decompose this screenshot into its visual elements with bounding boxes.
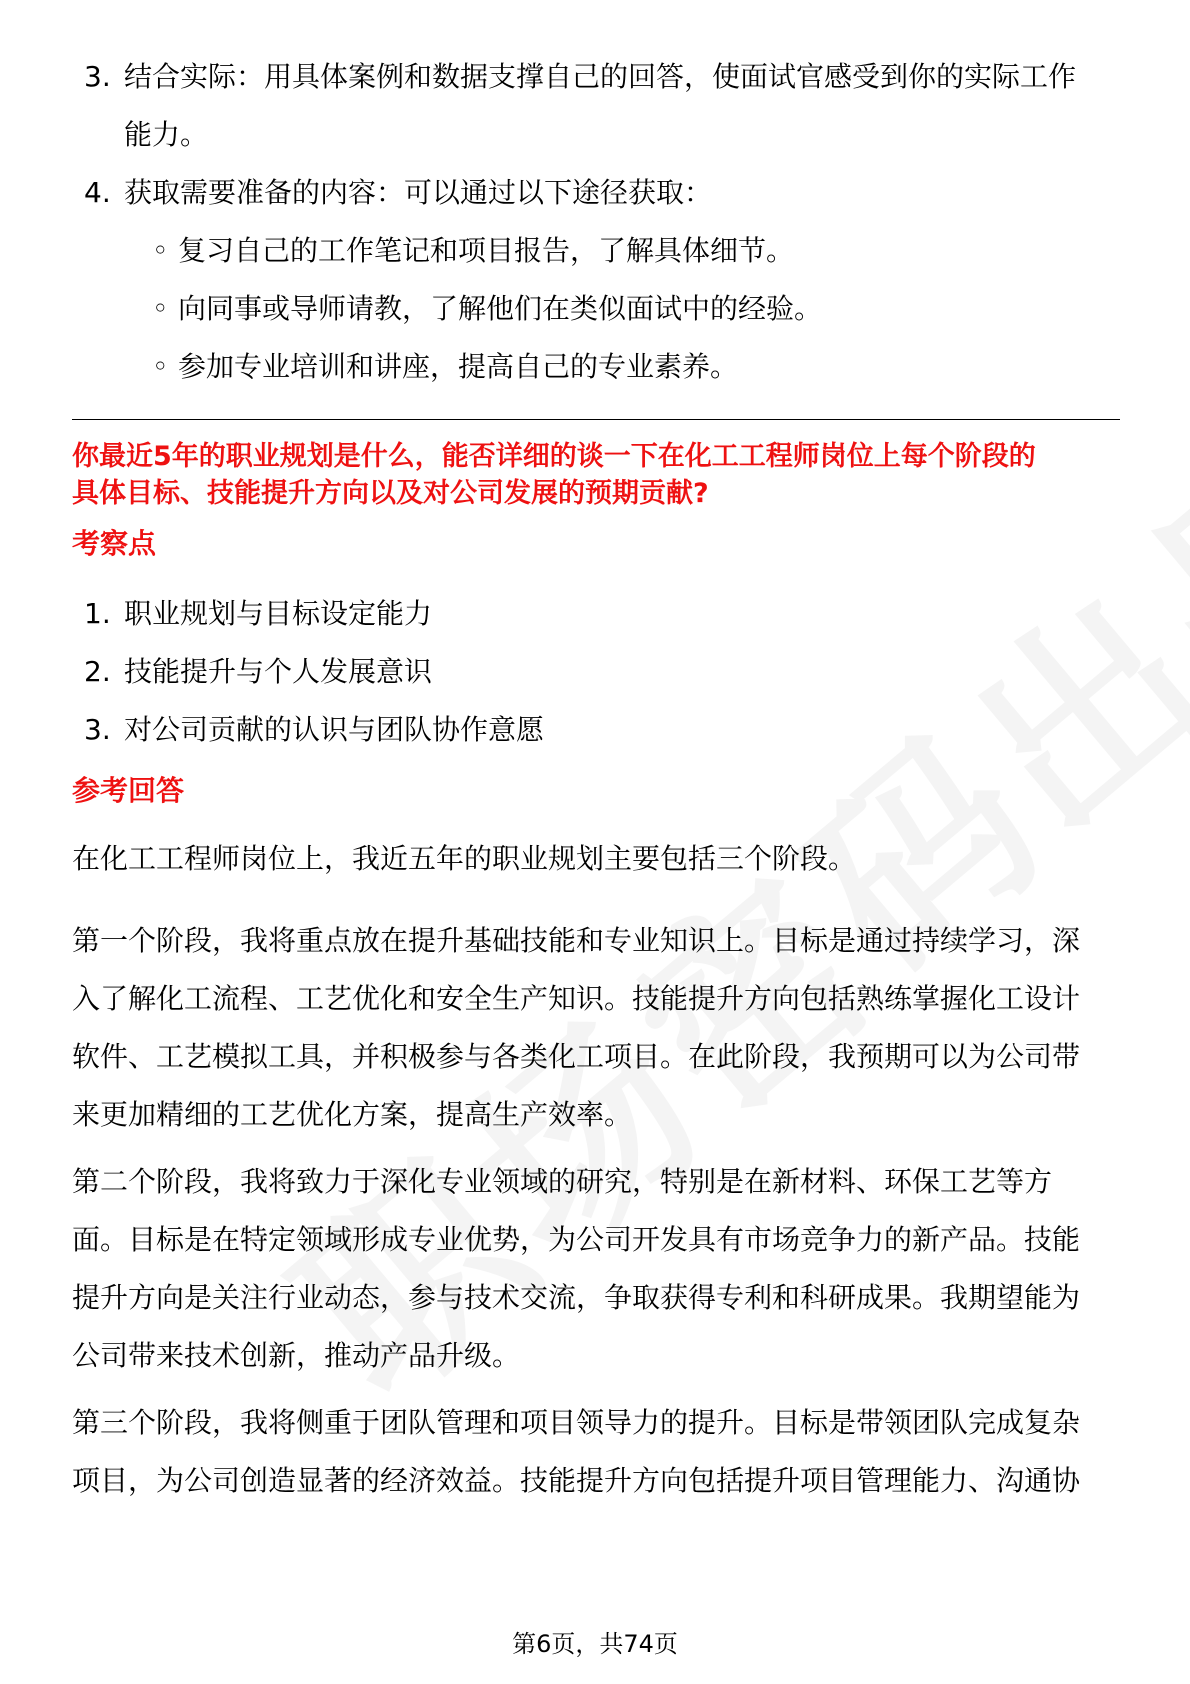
list-item-text-line1: 结合实际：用具体案例和数据支撑自己的回答，使面试官感受到你的实际工作 [124, 60, 1077, 93]
bullet-icon: ◦ [152, 292, 169, 325]
paragraph-line: 入了解化工流程、工艺优化和安全生产知识。技能提升方向包括熟练掌握化工设计 [72, 982, 1081, 1015]
paragraph-line: 第二个阶段，我将致力于深化专业领域的研究，特别是在新材料、环保工艺等方 [72, 1165, 1053, 1198]
sub-list-item [72, 222, 1120, 280]
focus-item-text: 技能提升与个人发展意识 [124, 655, 433, 688]
sub-list-item-text: 复习自己的工作笔记和项目报告，了解具体细节。 [178, 234, 795, 267]
focus-list [72, 585, 1120, 759]
list-number: 1. [84, 597, 111, 630]
focus-item [72, 701, 1120, 759]
list-item-4 [72, 164, 1120, 222]
answer-stage2 [72, 1153, 1120, 1385]
focus-item-text: 职业规划与目标设定能力 [124, 597, 433, 630]
list-item-3 [72, 48, 1120, 164]
sub-list-item-text: 向同事或导师请教，了解他们在类似面试中的经验。 [178, 292, 823, 325]
focus-item [72, 643, 1120, 701]
bullet-icon: ◦ [152, 234, 169, 267]
section-divider [72, 419, 1120, 420]
focus-title: 考察点 [72, 527, 157, 560]
question-heading [72, 438, 1120, 512]
focus-item-text: 对公司贡献的认识与团队协作意愿 [124, 713, 545, 746]
focus-item [72, 585, 1120, 643]
paragraph-line: 面。目标是在特定领域形成专业优势，为公司开发具有市场竞争力的新产品。技能 [72, 1223, 1081, 1256]
list-number: 4. [84, 176, 111, 209]
sub-list-item-text: 参加专业培训和讲座，提高自己的专业素养。 [178, 350, 739, 383]
page-footer: 第6页，共74页 [512, 1630, 678, 1658]
paragraph-line: 第一个阶段，我将重点放在提升基础技能和专业知识上。目标是通过持续学习，深 [72, 924, 1081, 957]
paragraph-line: 来更加精细的工艺优化方案，提高生产效率。 [72, 1098, 633, 1131]
answer-stage3 [72, 1394, 1120, 1510]
sub-list-item [72, 338, 1120, 396]
list-number: 2. [84, 655, 111, 688]
question-line2: 具体目标、技能提升方向以及对公司发展的预期贡献? [72, 478, 709, 509]
list-item-text: 获取需要准备的内容：可以通过以下途径获取： [124, 176, 713, 209]
paragraph-line: 公司带来技术创新，推动产品升级。 [72, 1339, 521, 1372]
list-item-text-line2: 能力。 [124, 118, 209, 151]
paragraph-line: 项目，为公司创造显著的经济效益。技能提升方向包括提升项目管理能力、沟通协 [72, 1464, 1081, 1497]
answer-stage1 [72, 912, 1120, 1144]
bullet-icon: ◦ [152, 350, 169, 383]
paragraph-line: 第三个阶段，我将侧重于团队管理和项目领导力的提升。目标是带领团队完成复杂 [72, 1406, 1081, 1439]
list-number: 3. [84, 60, 111, 93]
sub-list-item [72, 280, 1120, 338]
answer-title: 参考回答 [72, 774, 185, 807]
list-number: 3. [84, 713, 111, 746]
paragraph-line: 提升方向是关注行业动态，参与技术交流，争取获得专利和科研成果。我期望能为 [72, 1281, 1081, 1314]
answer-intro: 在化工工程师岗位上，我近五年的职业规划主要包括三个阶段。 [72, 842, 857, 875]
continued-list [72, 48, 1120, 396]
question-line1: 你最近5年的职业规划是什么，能否详细的谈一下在化工工程师岗位上每个阶段的 [72, 441, 1036, 472]
paragraph-line: 软件、工艺模拟工具，并积极参与各类化工项目。在此阶段，我预期可以为公司带 [72, 1040, 1081, 1073]
